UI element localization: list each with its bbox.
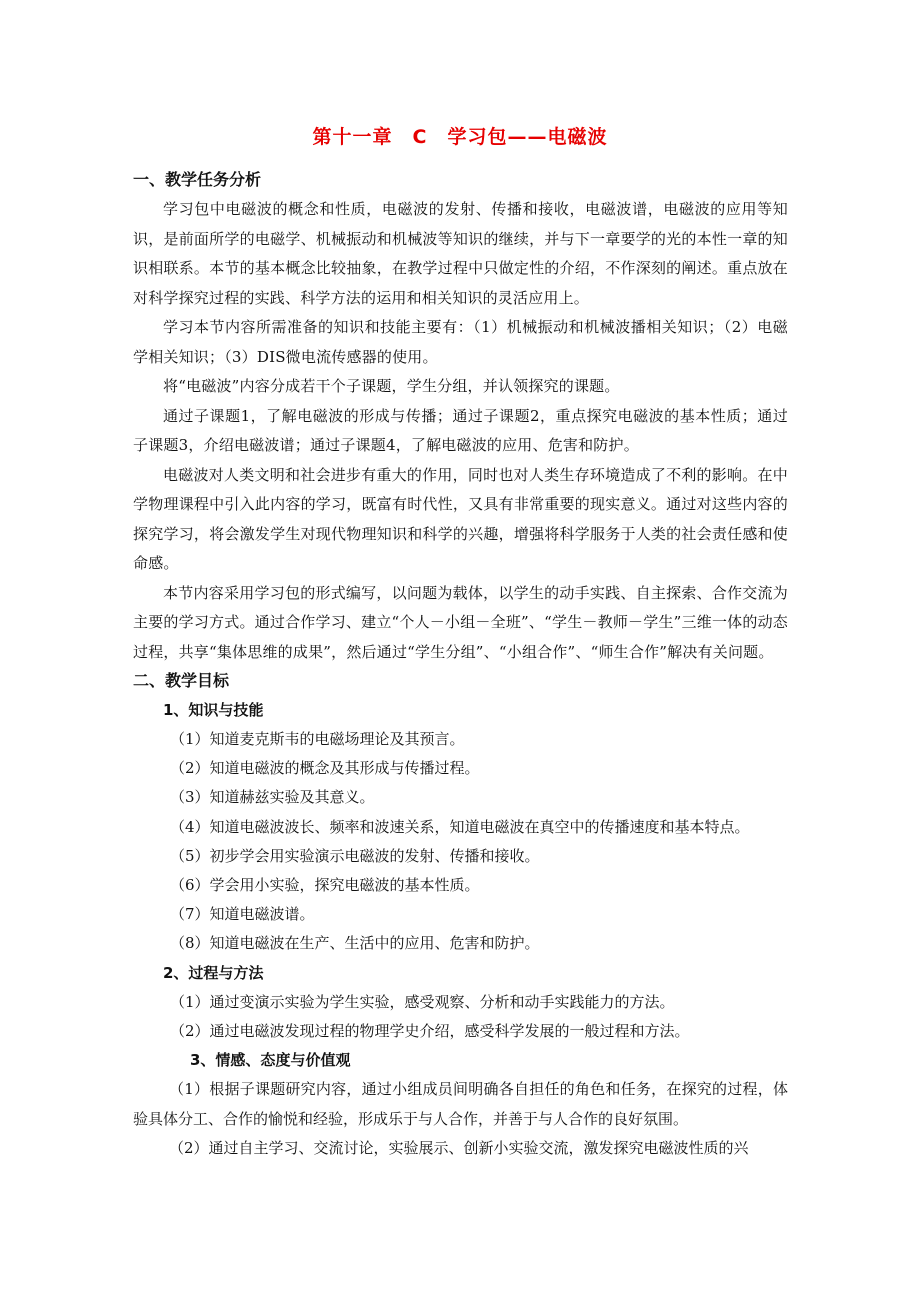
list-item: （6）学会用小实验，探究电磁波的基本性质。: [170, 876, 480, 895]
paragraph: （1）根据子课题研究内容，通过小组成员间明确各自担任的角色和任务，在探究的过程，体验具体分工、合作的愉悦和经验，形成乐于与人合作，并善于与人合作的良好氛围。: [133, 1080, 788, 1128]
section-heading-teaching-goals: 二、教学目标: [133, 671, 230, 690]
paragraph: 学习包中电磁波的概念和性质，电磁波的发射、传播和接收，电磁波谱，电磁波的应用等知识，是前面所学的电磁学、机械振动和机械波等知识的继续，并与下一章要学的光的本性一章的知识相联系。本节的基本概念比较抽象，在教学过程中只做定性的介绍，不作深刻的阐述。重点放在对科学探究过程的实践、科学方法的运用和相关知识的灵活应用上。: [133, 200, 788, 307]
subheading-knowledge-skills: 1、知识与技能: [163, 701, 264, 719]
list-item: （2）通过电磁波发现过程的物理学史介绍，感受科学发展的一般过程和方法。: [170, 1021, 690, 1040]
paragraph: 学习本节内容所需准备的知识和技能主要有：（1）机械振动和机械波播相关知识；（2）电磁学相关知识；（3）DIS微电流传感器的使用。: [133, 318, 788, 366]
document-body: [133, 166, 788, 1164]
paragraph: 将“电磁波”内容分成若干个子课题，学生分组，并认领探究的课题。: [163, 377, 620, 395]
paragraph: （2）通过自主学习、交流讨论，实验展示、创新小实验交流，激发探究电磁波性质的兴: [169, 1139, 749, 1158]
page-title: 第十一章 C 学习包——电磁波: [312, 126, 608, 148]
list-item: （1）通过变演示实验为学生实验，感受观察、分析和动手实践能力的方法。: [170, 992, 675, 1011]
list-item: （1）知道麦克斯韦的电磁场理论及其预言。: [170, 730, 465, 748]
list-item: （2）知道电磁波的概念及其形成与传播过程。: [170, 759, 480, 778]
section-heading-teaching-analysis: 一、教学任务分析: [133, 170, 262, 189]
subheading-attitudes-values: 3、情感、态度与价值观: [190, 1051, 351, 1070]
list-item: （8）知道电磁波在生产、生活中的应用、危害和防护。: [170, 934, 540, 953]
list-item: （3）知道赫兹实验及其意义。: [170, 788, 375, 807]
paragraph: 通过子课题1，了解电磁波的形成与传播；通过子课题2，重点探究电磁波的基本性质；通过子课题3，介绍电磁波谱；通过子课题4，了解电磁波的应用、危害和防护。: [133, 406, 788, 454]
list-item: （7）知道电磁波谱。: [170, 905, 315, 924]
paragraph: 本节内容采用学习包的形式编写，以问题为载体，以学生的动手实践、自主探索、合作交流为主要的学习方式。通过合作学习、建立“个人－小组－全班”、“学生－教师－学生”三维一体的动态过程，共享“集体思维的成果”，然后通过“学生分组”、“小组合作”、“师生合作”解决有关问题。: [133, 583, 788, 661]
subheading-process-methods: 2、过程与方法: [163, 963, 264, 982]
paragraph: 电磁波对人类文明和社会进步有重大的作用，同时也对人类生存环境造成了不利的影响。在中学物理课程中引入此内容的学习，既富有时代性，又具有非常重要的现实意义。通过对这些内容的探究学习，将会激发学生对现代物理知识和科学的兴趣，增强将科学服务于人类的社会责任感和使命感。: [133, 465, 788, 572]
list-item: （5）初步学会用实验演示电磁波的发射、传播和接收。: [170, 846, 540, 865]
list-item: （4）知道电磁波波长、频率和波速关系，知道电磁波在真空中的传播速度和基本特点。: [170, 817, 750, 836]
